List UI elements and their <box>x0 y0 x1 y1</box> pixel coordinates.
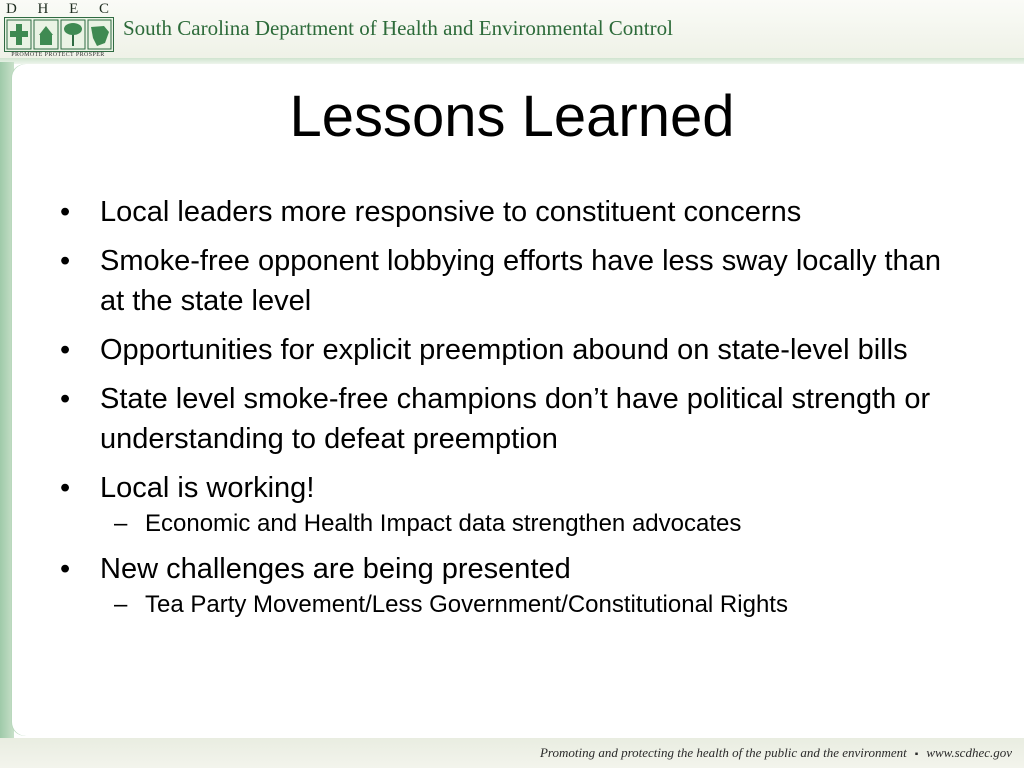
bullet-text: Local is working! <box>100 472 315 504</box>
bullet-item <box>56 549 956 589</box>
bullet-text: New challenges are being presented <box>100 553 571 585</box>
bullet-marker: • <box>60 383 71 415</box>
logo-letter-c: C <box>98 1 110 17</box>
bullet-item <box>56 330 956 370</box>
dhec-logo <box>2 2 114 58</box>
slide-footer <box>0 738 1024 768</box>
bullet-text: State level smoke-free champions don’t have political strength or understanding to defeat preemption <box>100 383 931 455</box>
department-name: South Carolina Department of Health and Environmental Control <box>123 16 673 40</box>
bullet-item <box>56 379 956 459</box>
logo-emblem-icon <box>5 18 113 51</box>
bullet-item <box>56 192 956 232</box>
logo-letter-d: D <box>6 1 18 17</box>
footer-website-link[interactable]: www.scdhec.gov <box>926 745 1012 760</box>
sub-bullet-marker: – <box>114 510 128 537</box>
bullet-marker: • <box>60 245 71 277</box>
slide-header <box>0 0 1024 62</box>
sub-bullet-text: Tea Party Movement/Less Government/Constitutional Rights <box>145 591 788 618</box>
bullet-text: Smoke-free opponent lobbying efforts have less sway locally than at the state level <box>100 245 941 317</box>
logo-motto: PROMOTE PROTECT PROSPER <box>11 52 105 58</box>
logo-letters <box>2 2 114 16</box>
sub-bullet-marker: – <box>114 591 128 618</box>
bullet-text: Local leaders more responsive to constituent concerns <box>100 196 802 228</box>
bullet-item <box>56 468 956 508</box>
bullet-marker: • <box>60 334 71 366</box>
footer-separator: ▪ <box>914 749 919 760</box>
footer-tagline-row <box>540 744 1012 764</box>
bullet-marker: • <box>60 472 71 504</box>
footer-tagline: Promoting and protecting the health of the public and the environment <box>539 745 907 760</box>
bullet-marker: • <box>60 196 71 228</box>
logo-letter-h: H <box>37 1 50 17</box>
bullet-marker: • <box>60 553 71 585</box>
bullet-text: Opportunities for explicit preemption abound on state-level bills <box>100 334 908 366</box>
bullet-item <box>56 241 956 321</box>
sub-bullet-item <box>56 509 956 539</box>
logo-letter-e: E <box>69 1 80 17</box>
sub-bullet-item <box>56 590 956 620</box>
sub-bullet-text: Economic and Health Impact data strengthen advocates <box>145 510 742 537</box>
bullet-list <box>56 192 956 630</box>
logo-emblem <box>4 17 114 52</box>
slide-title: Lessons Learned <box>289 84 735 149</box>
